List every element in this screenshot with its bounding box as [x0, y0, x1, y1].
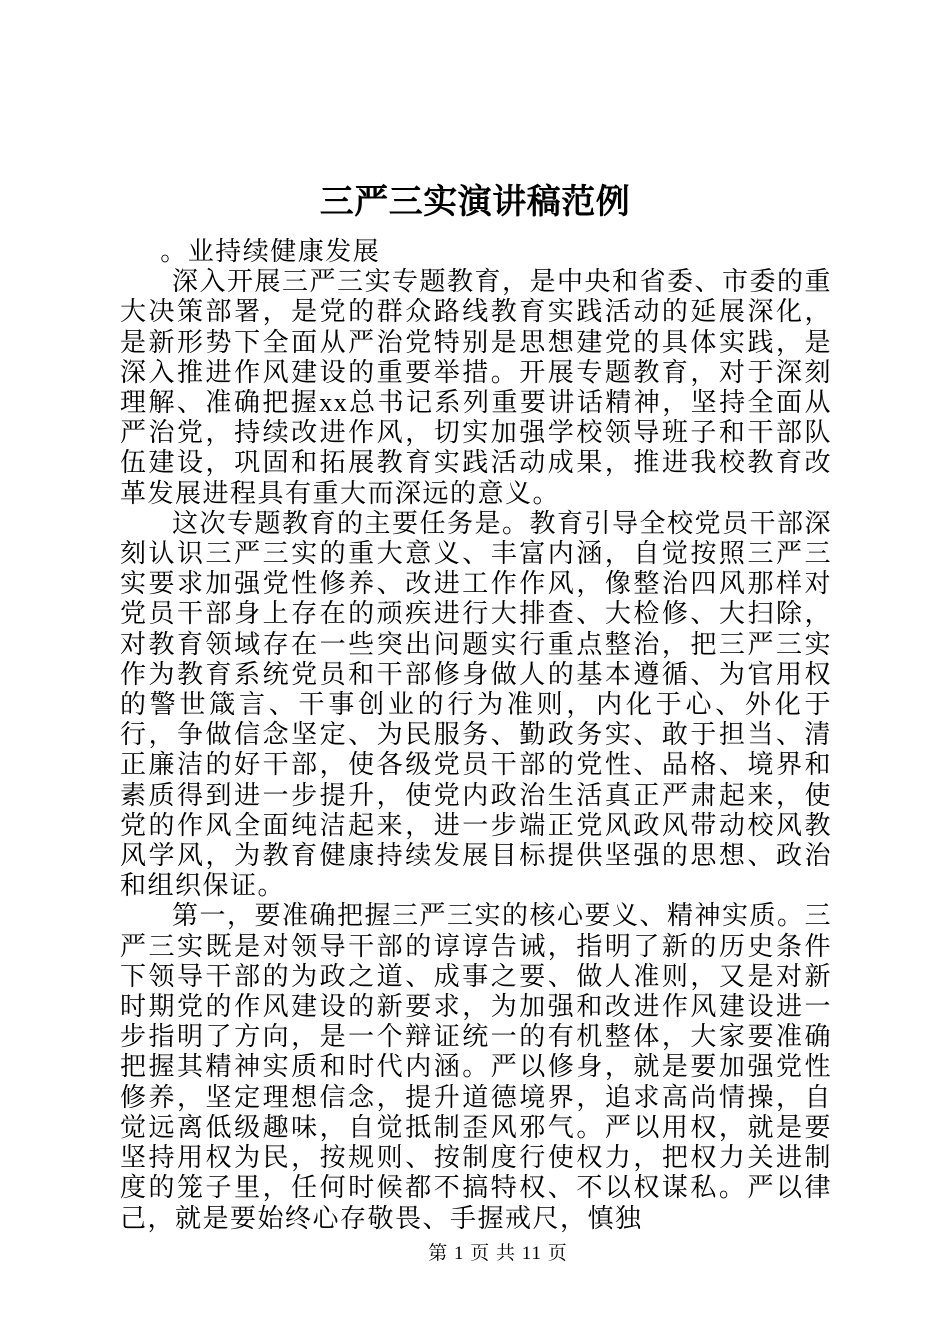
paragraph-first-point: 第一，要准确把握三严三实的核心要义、精神实质。三严三实既是对领导干部的谆谆告诫，指明了新的历史条件下领导干部的为政之道、成事之要、做人准则，又是对新时期党的作风建设的新要求，为加强和改进作风建设进一步指明了方向，是一个辩证统一的有机整体，大家要准确把握其精神实质和时代内涵。严以修身，就是要加强党性修养，坚定理想信念，提升道德境界，追求高尚情操，自觉远离低级趣味，自觉抵制歪风邪气。严以用权，就是要坚持用权为民，按规则、按制度行使权力，把权力关进制度的笼子里，任何时候都不搞特权、不以权谋私。严以律己，就是要始终心存敬畏、手握戒尺，慎独	[120, 901, 833, 1233]
page-footer	[0, 1238, 950, 1265]
page-number-label: 第 1 页 共 11 页	[428, 1243, 568, 1264]
document-title: 三严三实演讲稿范例	[319, 184, 631, 221]
document-body	[120, 237, 832, 1234]
paragraph-main-tasks: 这次专题教育的主要任务是。教育引导全校党员干部深刻认识三严三实的重大意义、丰富内涵，自觉按照三严三实要求加强党性修养、改进工作作风，像整治四风那样对党员干部身上存在的顽疾进行大排查、大检修、大扫除，对教育领域存在一些突出问题实行重点整治，把三严三实作为教育系统党员和干部修身做人的基本遵循、为官用权的警世箴言、干事创业的行为准则，内化于心、外化于行，争做信念坚定、为民服务、勤政务实、敢于担当、清正廉洁的好干部，使各级党员干部的党性、品格、境界和素质得到进一步提升，使党内政治生活真正严肃起来，使党的作风全面纯洁起来，进一步端正党风政风带动校风教风学风，为教育健康持续发展目标提供坚强的思想、政治和组织保证。	[120, 508, 833, 901]
paragraph-significance: 深入开展三严三实专题教育，是中央和省委、市委的重大决策部署，是党的群众路线教育实践活动的延展深化，是新形势下全面从严治党特别是思想建党的具体实践，是深入推进作风建设的重要举措。开展专题教育，对于深刻理解、准确把握xx总书记系列重要讲话精神，坚持全面从严治党，持续改进作风，切实加强学校领导班子和干部队伍建设，巩固和拓展教育实践活动成果，推进我校教育改革发展进程具有重大而深远的意义。	[120, 267, 833, 508]
paragraph-intro-fragment: 。业持续健康发展	[160, 237, 381, 266]
